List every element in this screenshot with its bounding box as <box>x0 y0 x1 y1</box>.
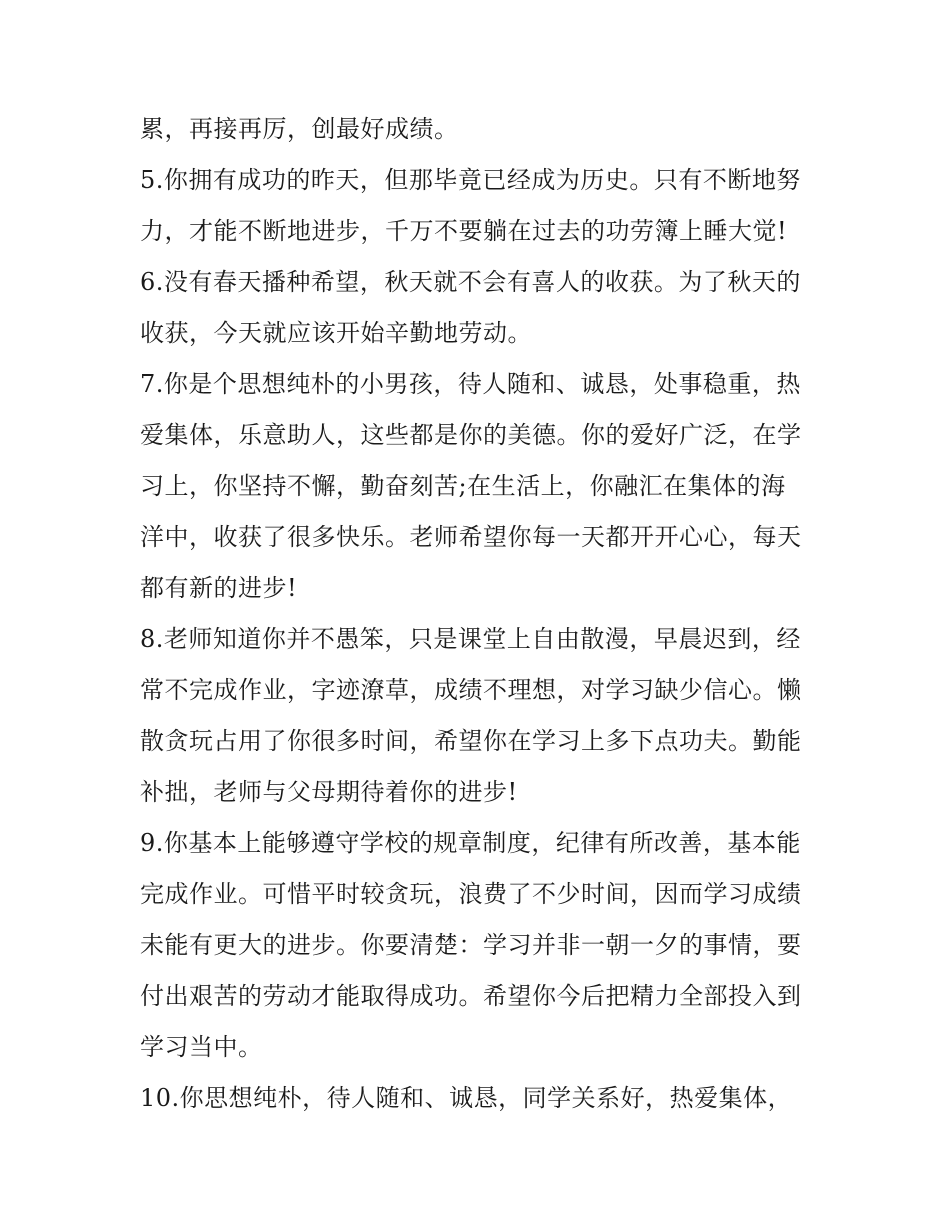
text-line: 爱集体，乐意助人，这些都是你的美德。你的爱好广泛，在学 <box>140 421 802 449</box>
text-line: 累，再接再厉，创最好成绩。 <box>140 115 459 143</box>
text-line: 常不完成作业，字迹潦草，成绩不理想，对学习缺少信心。懒 <box>140 676 802 704</box>
text-line: 7.你是个思想纯朴的小男孩，待人随和、诚恳，处事稳重，热 <box>140 370 801 398</box>
text-line: 洋中，收获了很多快乐。老师希望你每一天都开开心心，每天 <box>140 523 802 551</box>
text-line: 习上，你坚持不懈，勤奋刻苦;在生活上，你融汇在集体的海 <box>140 472 786 500</box>
text-line: 补拙，老师与父母期待着你的进步! <box>140 778 518 806</box>
text-line: 散贪玩占用了你很多时间，希望你在学习上多下点功夫。勤能 <box>140 727 802 755</box>
text-line: 5.你拥有成功的昨天，但那毕竟已经成为历史。只有不断地努 <box>140 166 801 194</box>
text-line: 6.没有春天播种希望，秋天就不会有喜人的收获。为了秋天的 <box>140 268 801 296</box>
text-line: 都有新的进步! <box>140 574 298 602</box>
text-line: 收获，今天就应该开始辛勤地劳动。 <box>140 319 532 347</box>
text-line: 8.老师知道你并不愚笨，只是课堂上自由散漫，早晨迟到，经 <box>140 625 801 653</box>
document-body <box>140 104 820 1124</box>
text-line: 学习当中。 <box>140 1033 263 1061</box>
text-line: 付出艰苦的劳动才能取得成功。希望你今后把精力全部投入到 <box>140 982 802 1010</box>
text-line: 完成作业。可惜平时较贪玩，浪费了不少时间，因而学习成绩 <box>140 880 802 908</box>
text-line: 力，才能不断地进步，千万不要躺在过去的功劳簿上睡大觉! <box>140 217 788 245</box>
text-line: 未能有更大的进步。你要清楚：学习并非一朝一夕的事情，要 <box>140 931 802 959</box>
text-line: 10.你思想纯朴，待人随和、诚恳，同学关系好，热爱集体， <box>140 1084 793 1112</box>
text-line: 9.你基本上能够遵守学校的规章制度，纪律有所改善，基本能 <box>140 829 801 857</box>
